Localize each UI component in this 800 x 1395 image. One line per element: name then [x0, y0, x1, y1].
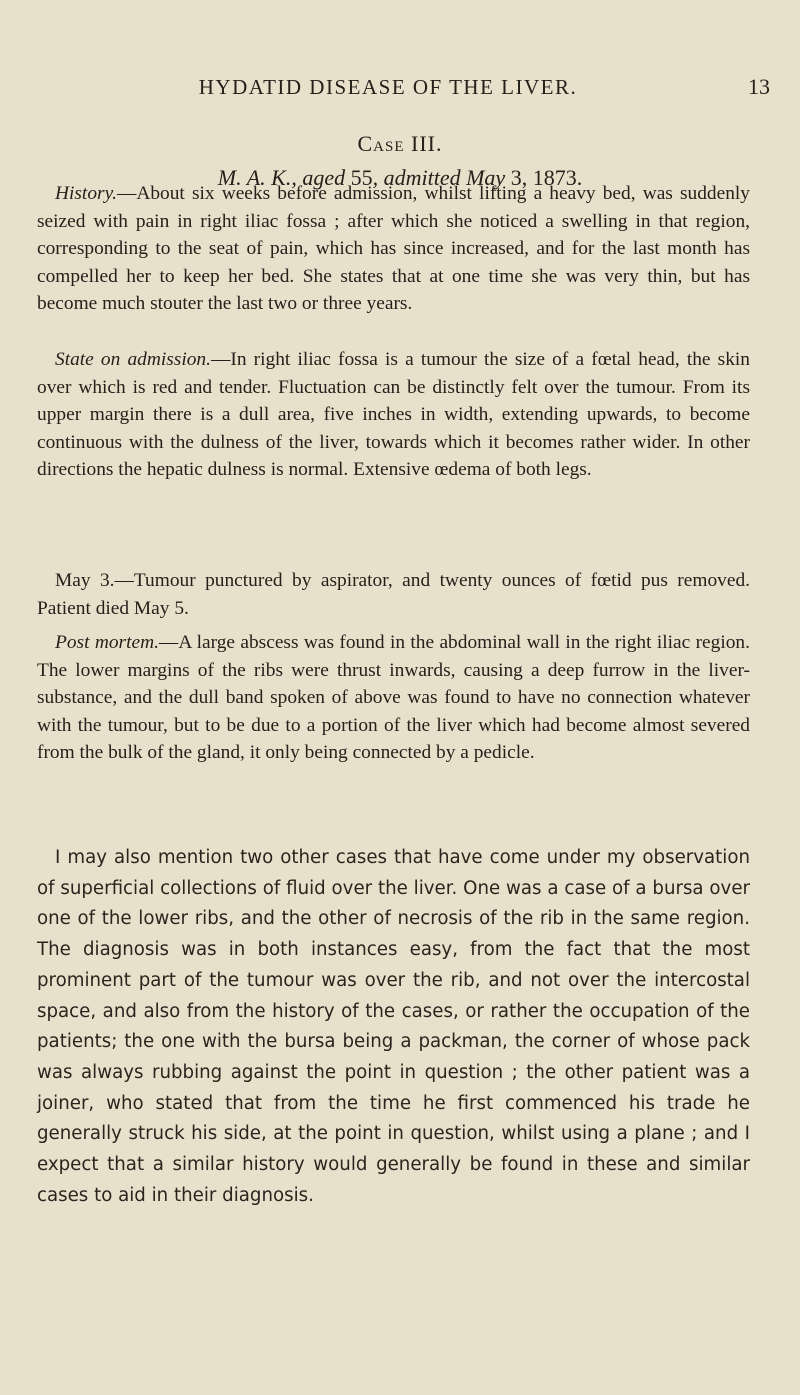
page-number: 13 — [748, 74, 770, 99]
history-text: —About six weeks before admission, whilst lifting a heavy bed, was suddenly seized with pain in right iliac fossa ; after which she noticed a swelling in that region, corresponding to the seat of pain, which has since increased, and for the last month has compelled her to keep her bed. She states that at one time she was very thin, but has become much stouter the last two or three years. — [37, 183, 750, 315]
post-mortem-label: Post mortem. — [55, 632, 159, 653]
patient-initials: M. A. K., aged — [217, 165, 346, 190]
progress-text: May 3.—Tumour punctured by aspirator, and twenty ounces of fœtid pus removed. Patient died May 5. — [37, 570, 750, 619]
admission-date: 3, 1873. — [510, 165, 583, 190]
closing-paragraph: I may also mention two other cases that have come under my observation of superficial collections of fluid over the liver. One was a case of a bursa over one of the lower ribs, and the other of necrosis of the rib in the same region. The diagnosis was in both instances easy, from the fact that the most prominent part of the tumour was over the rib, and not over the intercostal space, and also from the history of the cases, or rather the occupation of the patients; the one with the bursa being a packman, the corner of whose pack was always rubbing against the point in question ; the other patient was a joiner, who stated that from the time he first commenced his trade he generally struck his side, at the point in question, whilst using a plane ; and I expect that a similar history would generally be found in these and similar cases to aid in their diagnosis. — [37, 847, 750, 1206]
patient-age: 55 — [350, 165, 373, 190]
admission-paragraph — [37, 346, 750, 484]
post-mortem-text: —A large abscess was found in the abdominal wall in the right iliac region. The lower margins of the ribs were thrust inwards, causing a deep furrow in the liver-substance, and the dull band spoken of above was found to have no connection whatever with the tumour, but to be due to a portion of the liver which had become almost severed from the bulk of the gland, it only being connected by a pedicle. — [37, 632, 750, 764]
admission-label: State on admission. — [55, 349, 211, 370]
case-heading: Case III. — [357, 131, 443, 156]
running-title: HYDATID DISEASE OF THE LIVER. — [198, 75, 578, 99]
history-label: History. — [55, 183, 117, 204]
history-paragraph — [37, 180, 750, 318]
progress-paragraph — [37, 567, 750, 622]
admitted-label: , admitted May — [372, 165, 506, 190]
post-mortem-paragraph — [37, 629, 750, 767]
admission-text: —In right iliac fossa is a tumour the size of a fœtal head, the skin over which is red and tender. Fluctuation can be distinctly felt over the tumour. From its upper margin there is a dull area, five inches in width, extending upwards, to become continuous with the dulness of the liver, towards which it becomes rather wider. In other directions the hepatic dulness is normal. Extensive œdema of both legs. — [37, 349, 751, 481]
